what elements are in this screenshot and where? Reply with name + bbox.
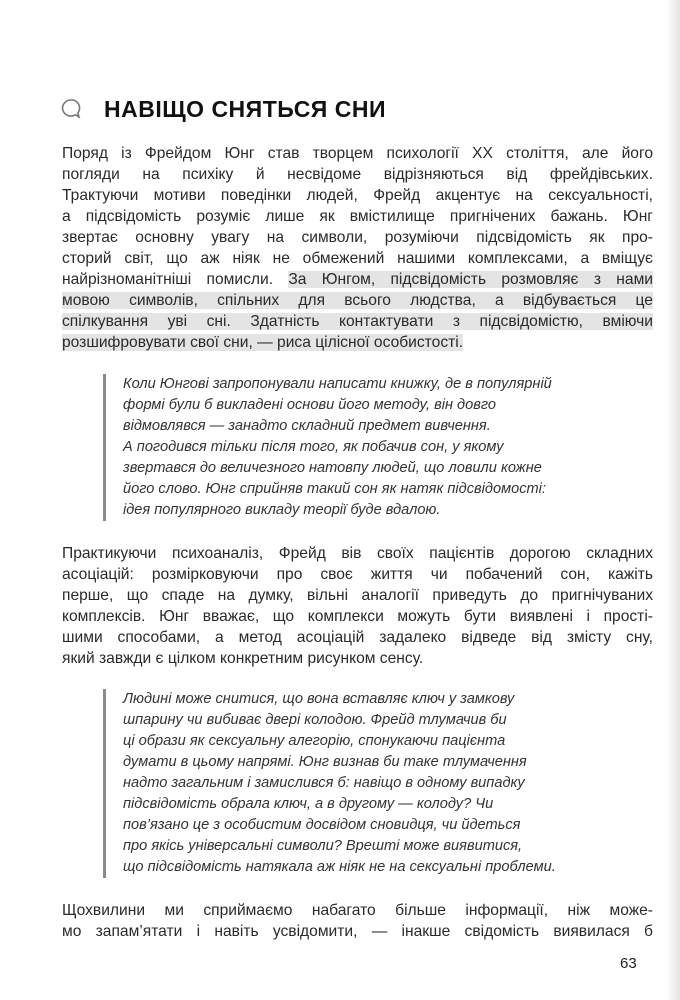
- text-line: Трактуючи мотиви поведінки людей, Фрейд акцентує на сексуальності,: [62, 187, 653, 204]
- text-line: звертає основну увагу на символи, розуміючи підсвідомість як про-: [62, 229, 653, 246]
- text-line: мо запам’ятати і навіть усвідомити, — інакше свідомість виявилася б: [62, 923, 653, 940]
- quote-line: відмовлявся — занадто складний предмет вивчення.: [123, 418, 491, 434]
- text-line: комплексів. Юнг вважає, що комплекси можуть бути виявлені і прості-: [62, 608, 653, 625]
- text-line: шими способами, а метод асоціацій задалеко відведе від змісту сну,: [62, 629, 653, 646]
- quote-line: Коли Юнгові запропонували написати книжку, де в популярній: [123, 376, 552, 392]
- text-plain: найрізноманітніші помисли.: [62, 271, 289, 288]
- quote-line: підсвідомість обрала ключ, а в другому — колоду? Чи: [123, 796, 494, 812]
- quote-line: що підсвідомість натякала аж ніяк не на сексуальні проблеми.: [123, 859, 556, 875]
- text-line: [62, 311, 653, 332]
- page-edge-shadow: [666, 0, 680, 1000]
- quote-line: надто загальним і замислився б: навіщо в одному випадку: [123, 775, 525, 791]
- quote-line: А погодився тільки після того, як побачив сон, у якому: [123, 439, 504, 455]
- text-line: асоціацій: розмірковуючи про своє життя чи побачений сон, кажіть: [62, 566, 653, 583]
- quote-line: думати в цьому напрямі. Юнг визнав би таке тлумачення: [123, 754, 527, 770]
- paragraph-3: [62, 900, 653, 942]
- highlighted-text: розшифровувати свої сни, — риса цілісної особистості.: [62, 334, 464, 351]
- quote-line: ідея популярного викладу теорії буде вдалою.: [123, 502, 441, 518]
- text-line: який завжди є цілком конкретним рисунком сенсу.: [62, 650, 424, 667]
- paragraph-2: [62, 543, 653, 669]
- text-line: [62, 332, 653, 353]
- quote-line: ці образи як сексуальну алегорію, спонукаючи пацієнта: [123, 733, 506, 749]
- section-title: НАВІЩО СНЯТЬСЯ СНИ: [104, 95, 386, 122]
- text-line: перше, що спаде на думку, вільні аналогії приведуть до пригнічуваних: [62, 587, 653, 604]
- text-line: сторий світ, що аж ніяк не обмежений нашими комплексами, а вміщує: [62, 250, 653, 267]
- paragraph-1: [62, 143, 653, 353]
- highlighted-text: мовою символів, спільних для всього людства, а відбувається це: [62, 292, 653, 309]
- text-line: [62, 269, 653, 290]
- highlighted-text: спілкування уві сні. Здатність контактувати з підсвідомістю, вміючи: [62, 313, 653, 330]
- blockquote-2: [103, 689, 643, 878]
- quote-line: Людині може снитися, що вона вставляє ключ у замкову: [123, 691, 515, 707]
- quote-line: формі були б викладені основи його методу, він довго: [123, 397, 496, 413]
- quote-line: його слово. Юнг сприйняв такий сон як натяк підсвідомості:: [123, 481, 546, 497]
- text-line: Поряд із Фрейдом Юнг став творцем психології XX століття, але його: [62, 145, 653, 162]
- blockquote-1: [103, 374, 643, 521]
- text-line: а підсвідомість розуміє лише як вмістилище пригнічених бажань. Юнг: [62, 208, 653, 225]
- page-number: 63: [620, 955, 637, 972]
- text-line: Практикуючи психоаналіз, Фрейд вів своїх пацієнтів дорогою складних: [62, 545, 653, 562]
- text-line: Щохвилини ми сприймаємо набагато більше інформації, ніж може-: [62, 902, 653, 919]
- quote-line: пов’язано це з особистим досвідом сновидця, чи йдеться: [123, 817, 521, 833]
- text-line: [62, 290, 653, 311]
- speech-bubble-icon: [60, 98, 82, 120]
- quote-line: звертався до величезного натовпу людей, що ловили кожне: [123, 460, 542, 476]
- quote-line: про якісь універсальні символи? Врешті може виявитися,: [123, 838, 523, 854]
- highlighted-text: За Юнгом, підсвідомість розмовляє з нами: [288, 271, 653, 288]
- section-heading: [60, 94, 386, 124]
- text-line: погляди на психіку й несвідоме відрізняються від фрейдівських.: [62, 166, 653, 183]
- quote-line: шпарину чи вибиває двері колодою. Фрейд тлумачив би: [123, 712, 507, 728]
